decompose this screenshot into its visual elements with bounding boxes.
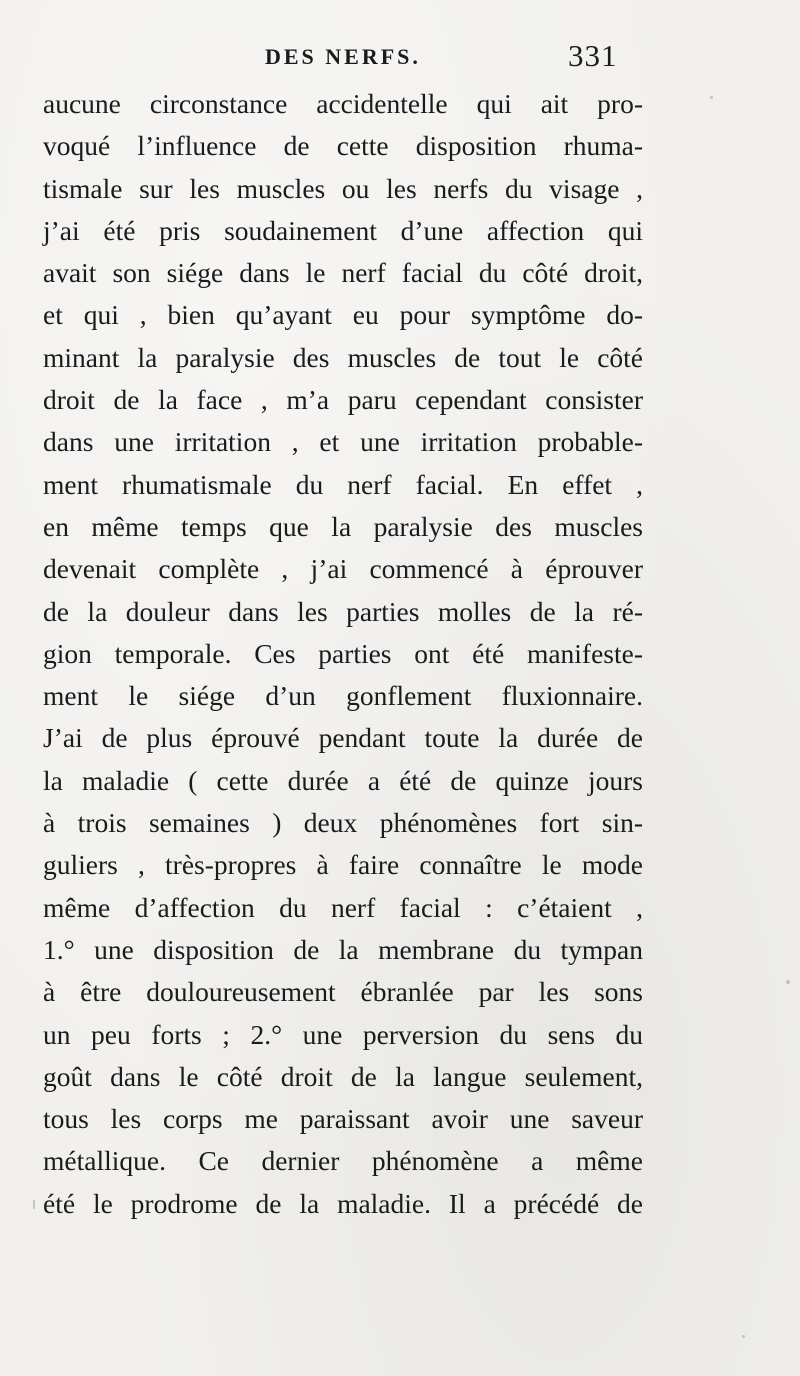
text-line: minant la paralysie des muscles de tout le côté xyxy=(43,341,643,373)
text-line: avait son siége dans le nerf facial du côté droit, xyxy=(43,257,643,289)
text-line: la maladie ( cette durée a été de quinze jours xyxy=(43,764,643,796)
text-line: de la douleur dans les parties molles de la ré- xyxy=(43,595,643,627)
page-number: 331 xyxy=(568,38,618,73)
running-head: DES NERFS. xyxy=(265,44,421,69)
paper-speck xyxy=(786,980,790,984)
body-text xyxy=(43,83,643,1225)
text-line: été le prodrome de la maladie. Il a précédé de xyxy=(43,1187,643,1219)
text-line: tismale sur les muscles ou les nerfs du visage , xyxy=(43,172,643,204)
text-line: aucune circonstance accidentelle qui ait pro- xyxy=(43,88,643,119)
paper-speck xyxy=(710,96,713,99)
text-line: 1.° une disposition de la membrane du tympan xyxy=(43,933,643,965)
text-line: métallique. Ce dernier phénomène a même xyxy=(43,1145,643,1177)
text-line: devenait complète , j’ai commencé à éprouver xyxy=(43,553,643,585)
text-line: J’ai de plus éprouvé pendant toute la durée de xyxy=(43,722,643,754)
text-line: en même temps que la paralysie des muscles xyxy=(43,510,643,542)
text-line: dans une irritation , et une irritation probable- xyxy=(43,426,643,458)
text-line: ment le siége d’un gonflement fluxionnaire. xyxy=(43,680,643,712)
text-line: même d’affection du nerf facial : c’étaient , xyxy=(43,891,643,923)
text-line: gion temporale. Ces parties ont été manifeste- xyxy=(43,637,643,669)
text-line: à trois semaines ) deux phénomènes fort sin- xyxy=(43,807,643,839)
text-line: goût dans le côté droit de la langue seulement, xyxy=(43,1060,643,1092)
text-line: tous les corps me paraissant avoir une saveur xyxy=(43,1103,643,1135)
text-line: guliers , très-propres à faire connaître le mode xyxy=(43,849,643,881)
page-header xyxy=(0,38,800,78)
text-line: à être douloureusement ébranlée par les sons xyxy=(43,976,643,1008)
text-line: droit de la face , m’a paru cependant consister xyxy=(43,384,643,416)
text-line: ment rhumatismale du nerf facial. En effet , xyxy=(43,468,643,500)
paper-speck xyxy=(742,1335,745,1338)
text-line: et qui , bien qu’ayant eu pour symptôme do- xyxy=(43,299,643,331)
text-line: un peu forts ; 2.° une perversion du sens du xyxy=(43,1018,643,1050)
text-line: voqué l’influence de cette disposition rhuma- xyxy=(43,130,643,162)
text-line: j’ai été pris soudainement d’une affection qui xyxy=(43,214,643,246)
paper-speck xyxy=(33,1200,35,1209)
